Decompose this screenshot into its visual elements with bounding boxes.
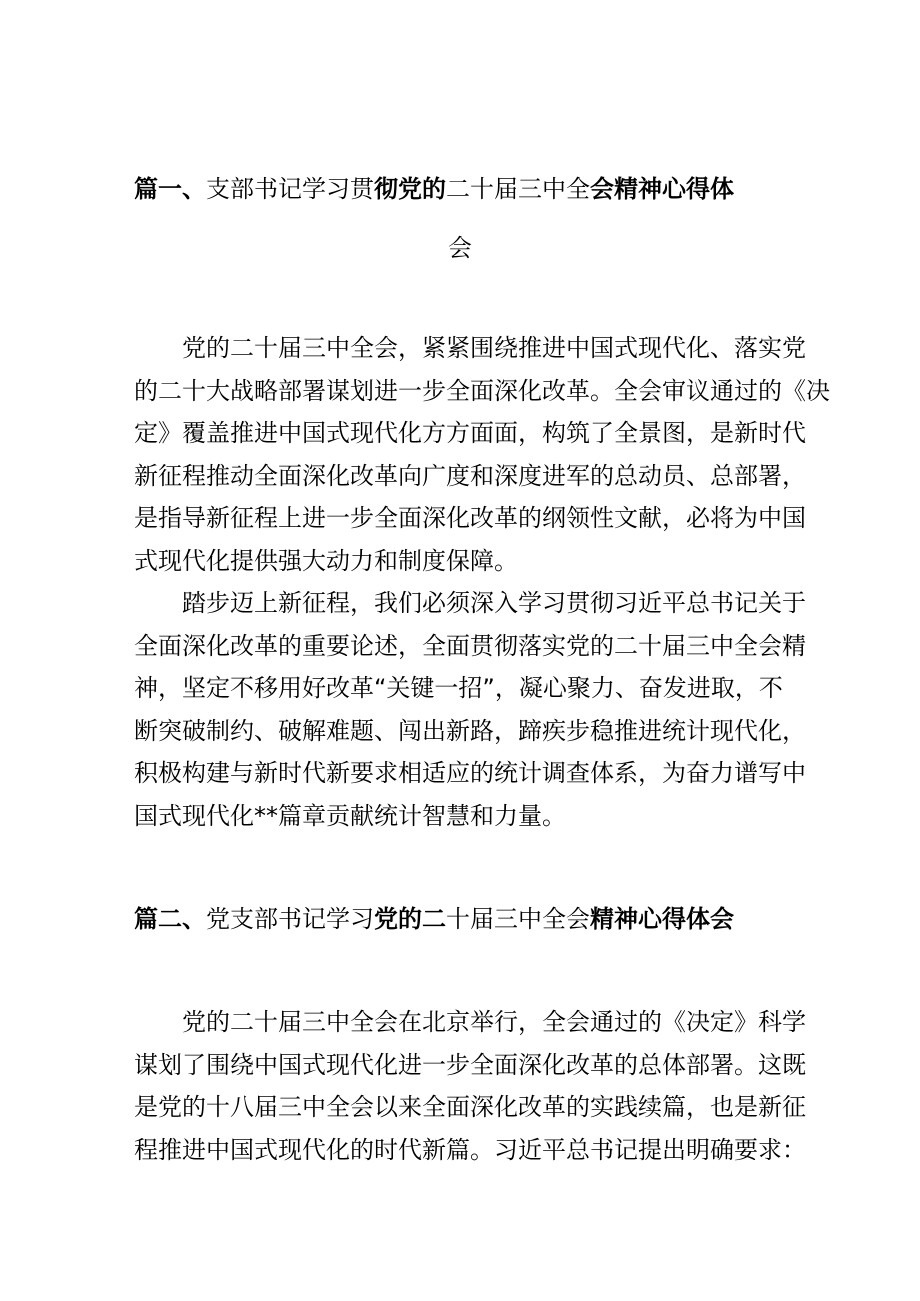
paragraph-line: 是党的十八届三中全会以来全面深化改革的实践续篇，也是新征 xyxy=(134,1093,806,1122)
paragraph-line: 神，坚定不移用好改革“关键一招”，凝心聚力、奋发进取，不 xyxy=(134,674,783,703)
paragraph-line: 定》覆盖推进中国式现代化方方面面，构筑了全景图，是新时代 xyxy=(134,419,806,448)
paragraph-line: 国式现代化**篇章贡献统计智慧和力量。 xyxy=(134,801,566,830)
section-1-heading-continuation: 会 xyxy=(448,234,472,262)
paragraph-line: 党的二十届三中全会，紧紧围绕推进中国式现代化、落实党 xyxy=(134,334,806,362)
paragraph-line: 党的二十届三中全会在北京举行，全会通过的《决定》科学 xyxy=(134,1008,806,1036)
section-1-heading-part2: 彻党的 xyxy=(374,175,446,203)
section-2-heading-part3: 十届三中全会 xyxy=(446,905,590,933)
section-1-heading-part4: 会精神心得体 xyxy=(590,175,734,203)
paragraph-line: 新征程推动全面深化改革向广度和深度进军的总动员、总部署， xyxy=(134,461,806,490)
section-2-paragraph-1 xyxy=(134,1001,806,1171)
section-1-paragraph-2 xyxy=(134,582,806,838)
paragraph-line: 程推进中国式现代化的时代新篇。习近平总书记提出明确要求： xyxy=(134,1135,806,1164)
paragraph-line: 踏步迈上新征程，我们必须深入学习贯彻习近平总书记关于 xyxy=(134,589,806,617)
paragraph-line: 全面深化改革的重要论述，全面贯彻落实党的二十届三中全会精 xyxy=(134,631,806,660)
section-2-heading-prefix: 篇二、 xyxy=(134,905,206,933)
section-2-heading-part4: 精神心得体会 xyxy=(590,905,734,933)
section-2-heading-part2: 党的二 xyxy=(374,905,446,933)
paragraph-line: 式现代化提供强大动力和制度保障。 xyxy=(134,546,518,575)
section-1-heading-part3: 二十届三中全 xyxy=(446,175,590,203)
section-1-heading xyxy=(134,173,734,205)
paragraph-line: 的二十大战略部署谋划进一步全面深化改革。全会审议通过的《决 xyxy=(134,376,830,405)
section-2-heading xyxy=(134,903,734,935)
section-1-paragraph-1 xyxy=(134,327,830,583)
section-1-heading-part1: 支部书记学习贯 xyxy=(206,175,374,203)
paragraph-line: 是指导新征程上进一步全面深化改革的纲领性文献，必将为中国 xyxy=(134,504,806,533)
section-1-heading-prefix: 篇一、 xyxy=(134,175,206,203)
section-2-heading-part1: 党支部书记学习 xyxy=(206,905,374,933)
paragraph-line: 断突破制约、破解难题、闯出新路，蹄疾步稳推进统计现代化， xyxy=(134,716,806,745)
paragraph-line: 谋划了围绕中国式现代化进一步全面深化改革的总体部署。这既 xyxy=(134,1050,806,1079)
paragraph-line: 积极构建与新时代新要求相适应的统计调查体系，为奋力谱写中 xyxy=(134,759,806,788)
